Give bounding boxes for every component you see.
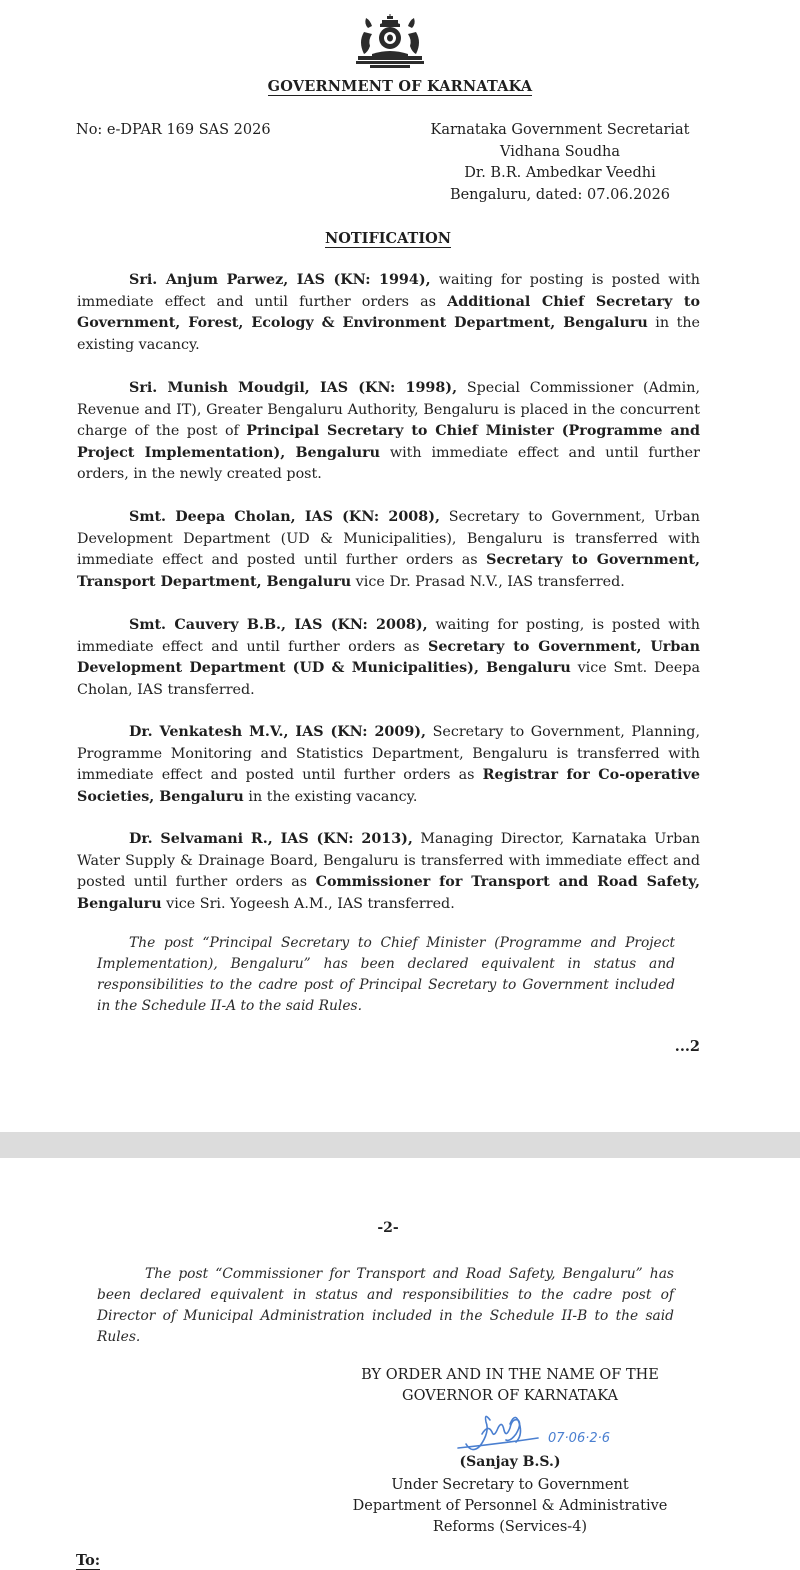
posting-paragraph: Smt. Cauvery B.B., IAS (KN: 2008), waiting for posting, is posted with immediate effect and until further orders as Secretary to Government, Urban Development Department (UD & Municipalities), Bengaluru vice Smt. Deepa Cholan, IAS transferred.: [77, 617, 701, 698]
officer-name: Sri. Anjum Parwez, IAS (KN: 1994),: [129, 272, 431, 288]
post-title: Registrar for Co-operative Societies, Bengaluru: [77, 767, 700, 805]
signer-designation: Under Secretary to Government Department of Personnel & Administrative Reforms (Services-4): [352, 1477, 668, 1535]
page-2: [0, 1158, 800, 1569]
to-label: To:: [76, 1552, 101, 1569]
post-title: Principal Secretary to Chief Minister (Programme and Project Implementation), Bengaluru: [77, 423, 700, 461]
page-number: -2-: [377, 1220, 399, 1236]
address-line: Karnataka Government Secretariat: [430, 122, 690, 138]
government-title: GOVERNMENT OF KARNATAKA: [267, 78, 533, 95]
post-title: Secretary to Government, Transport Department, Bengaluru: [77, 552, 700, 590]
posting-paragraph: Sri. Anjum Parwez, IAS (KN: 1994), waiting for posting is posted with immediate effect and until further orders as Additional Chief Secretary to Government, Forest, Ecology & Environment Department, Bengaluru in the existing vacancy.: [77, 272, 700, 353]
post-title: Commissioner for Transport and Road Safety, Bengaluru: [77, 874, 700, 912]
address-line: Dr. B.R. Ambedkar Veedhi: [464, 165, 656, 181]
notification-heading: NOTIFICATION: [325, 230, 451, 247]
reference-number: No: e-DPAR 169 SAS 2026: [76, 122, 271, 138]
officer-name: Dr. Selvamani R., IAS (KN: 2013),: [129, 831, 413, 847]
address-date-line: Bengaluru, dated: 07.06.2026: [449, 186, 671, 203]
posting-paragraph: Smt. Deepa Cholan, IAS (KN: 2008), Secretary to Government, Urban Development Department (UD & Municipalities), Bengaluru is transferred with immediate effect and posted until further orders as Secretary to Government, Transport Department, Bengaluru vice Dr. Prasad N.V., IAS transferred.: [77, 509, 700, 590]
officer-name: Dr. Venkatesh M.V., IAS (KN: 2009),: [129, 724, 427, 740]
page-separator: [0, 1132, 800, 1158]
officer-name: Smt. Deepa Cholan, IAS (KN: 2008),: [129, 509, 440, 525]
officer-name: Smt. Cauvery B.B., IAS (KN: 2008),: [129, 617, 428, 633]
post-title: Secretary to Government, Urban Development Department (UD & Municipalities), Bengaluru: [77, 638, 700, 676]
by-order-line: BY ORDER AND IN THE NAME OF THE GOVERNOR OF KARNATAKA: [361, 1367, 659, 1404]
equivalence-note: The post “Commissioner for Transport and Road Safety, Bengaluru” has been declared equivalent in status and responsibilities to the cadre post of Director of Municipal Administration included in the Schedule II-B to the said Rules.: [97, 1266, 674, 1345]
continued-marker: ...2: [674, 1038, 700, 1055]
officer-name: Sri. Munish Moudgil, IAS (KN: 1998),: [129, 380, 458, 396]
posting-paragraph: Dr. Selvamani R., IAS (KN: 2013), Managing Director, Karnataka Urban Water Supply & Drainage Board, Bengaluru is transferred with immediate effect and posted until further orders as Commissioner for Transport and Road Safety, Bengaluru vice Sri. Yogeesh A.M., IAS transferred.: [77, 831, 700, 912]
posting-paragraph: Sri. Munish Moudgil, IAS (KN: 1998), Special Commissioner (Admin, Revenue and IT), Greater Bengaluru Authority, Bengaluru is placed in the concurrent charge of the post of Principal Secretary to Chief Minister (Programme and Project Implementation), Bengaluru with immediate effect and until further orders, in the newly created post.: [77, 380, 700, 482]
equivalence-note: The post “Principal Secretary to Chief Minister (Programme and Project Implementation), Bengaluru” has been declared equivalent in status and responsibilities to the cadre post of Principal Secretary to Government included in the Schedule II-A to the said Rules.: [97, 935, 675, 1014]
state-emblem-icon: [350, 14, 430, 70]
office-address: [400, 120, 720, 206]
signer-name: (Sanjay B.S.): [459, 1454, 561, 1470]
posting-paragraph: Dr. Venkatesh M.V., IAS (KN: 2009), Secretary to Government, Planning, Programme Monitoring and Statistics Department, Bengaluru is transferred with immediate effect and posted until further orders as Registrar for Co-operative Societies, Bengaluru in the existing vacancy.: [77, 724, 700, 805]
post-title: Additional Chief Secretary to Government, Forest, Ecology & Environment Department, Bengaluru: [77, 293, 700, 331]
svg-text:07·06·2·6: 07·06·2·6: [548, 1431, 611, 1446]
address-line: Vidhana Soudha: [500, 143, 620, 160]
